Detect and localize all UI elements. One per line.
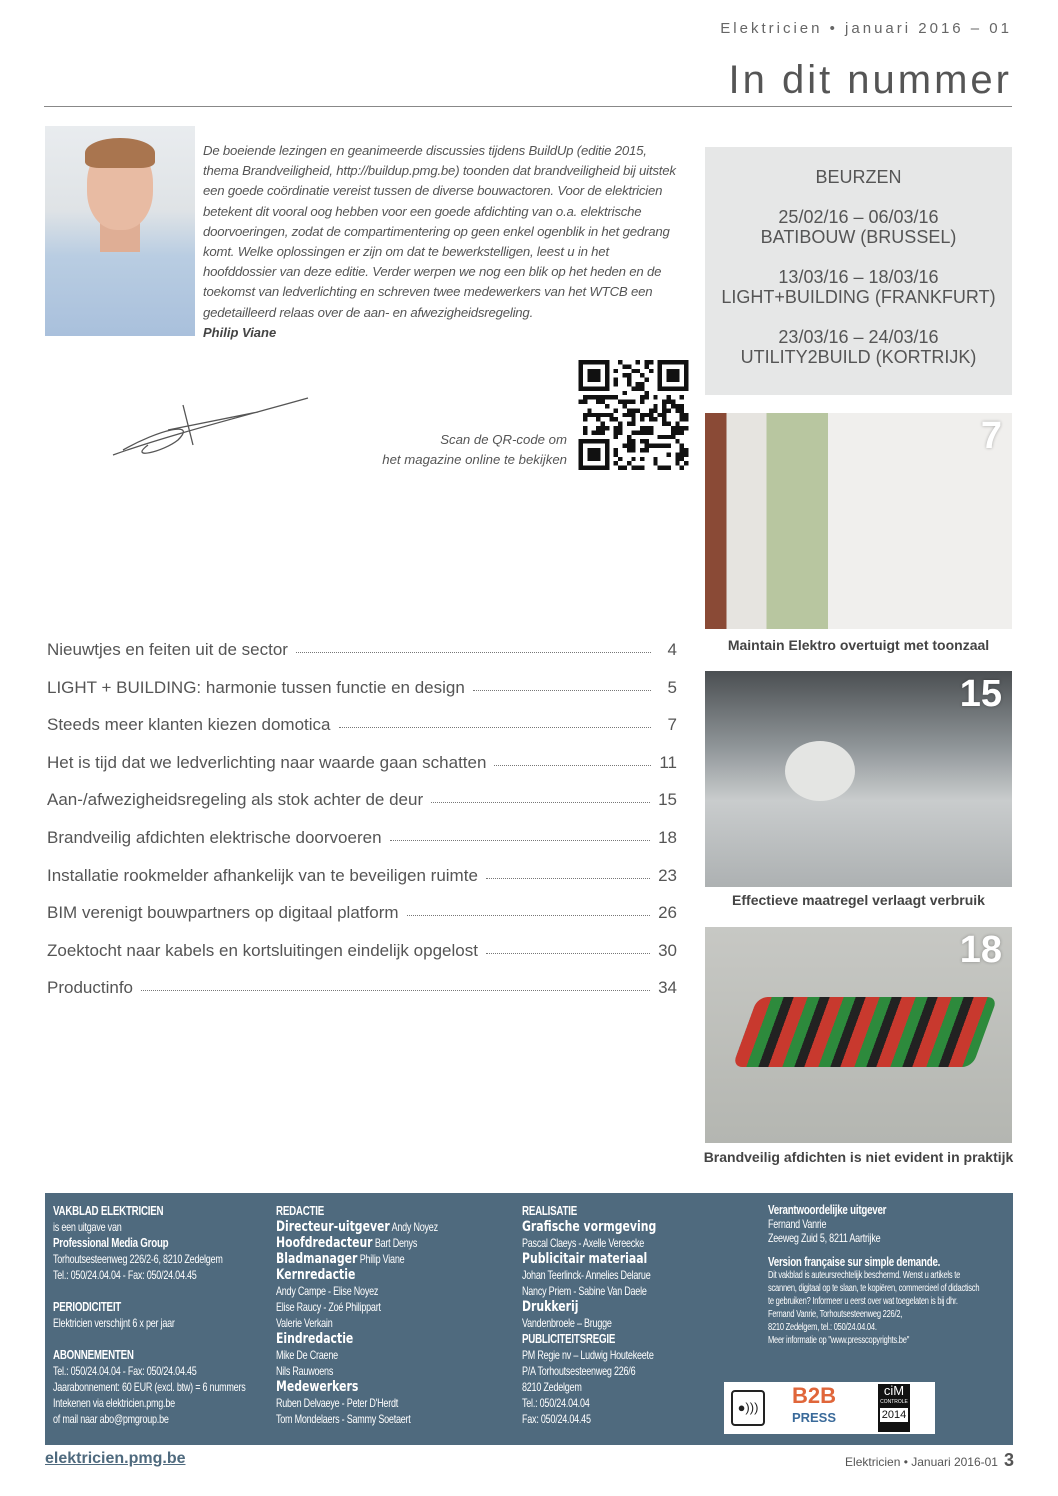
text: 8210 Zedelgem [522, 1380, 582, 1394]
toc-title: Het is tijd dat we ledverlichting naar waarde gaan schatten [47, 752, 487, 772]
b2b-press-logo [784, 1383, 844, 1427]
feature-photo-showroom[interactable] [705, 413, 1012, 629]
logos [724, 1382, 935, 1434]
role: Eindredactie [276, 1331, 354, 1347]
text: Fernand Vanrie [768, 1217, 827, 1231]
table-of-contents [47, 640, 677, 1016]
folio-text: Elektricien • Januari 2016-01 [845, 1455, 998, 1469]
toc-title: Nieuwtjes en feiten uit de sector [47, 640, 288, 659]
person: Mike De Craene [276, 1348, 338, 1362]
colophon-col-realisatie [522, 1203, 656, 1427]
toc-leader [486, 878, 650, 879]
heading: PUBLICITEITSREGIE [522, 1331, 616, 1346]
fair-dates: 25/02/16 – 06/03/16 [778, 207, 939, 227]
person: Andy Noyez [391, 1220, 438, 1234]
fair-item [705, 327, 1012, 367]
role: Publicitair materiaal [522, 1251, 648, 1267]
role: Hoofdredacteur [276, 1235, 373, 1251]
person: Andy Campe - Elise Noyez [276, 1284, 379, 1298]
editor-photo [45, 126, 195, 336]
toc-page: 5 [667, 677, 677, 697]
logo-text: ciM [883, 1383, 905, 1398]
header-divider [44, 106, 1012, 107]
fair-dates: 23/03/16 – 24/03/16 [778, 327, 939, 347]
toc-leader [407, 915, 651, 916]
text: PM Regie nv – Ludwig Houtekeete [522, 1348, 654, 1362]
press-copyright-icon: ●))) [731, 1390, 765, 1426]
toc-page: 26 [658, 903, 677, 923]
website-link[interactable]: elektricien.pmg.be [45, 1450, 186, 1467]
cables-shape [732, 997, 997, 1067]
toc-entry[interactable] [47, 941, 677, 979]
signature [108, 390, 318, 465]
toc-leader [141, 990, 650, 991]
editorial [203, 141, 678, 340]
text: Tel.: 050/24.04.04 [522, 1396, 590, 1410]
heading: Verantwoordelijke uitgever [768, 1202, 887, 1217]
toc-entry[interactable] [47, 753, 677, 791]
role: Grafische vormgeving [522, 1219, 657, 1235]
text: 8210 Zedelgem, tel.: 050/24.04.04. [768, 1322, 877, 1333]
text: Fax: 050/24.04.45 [522, 1412, 591, 1426]
person: Valerie Verkain [276, 1316, 333, 1330]
feature-caption-text: Effectieve maatregel verlaagt verbruik [732, 892, 985, 908]
feature-page-number: 15 [959, 673, 1002, 715]
person: Pascal Claeys - Axelle Vereecke [522, 1236, 645, 1250]
text: Zeeweg Zuid 5, 8211 Aartrijke [768, 1231, 881, 1245]
toc-entry[interactable] [47, 640, 677, 678]
toc-leader [339, 727, 652, 728]
toc-entry[interactable] [47, 790, 677, 828]
text: scannen, digitaal op te slaan, te kopiëren, commercieel of didactisch [768, 1283, 980, 1294]
fair-dates: 13/03/16 – 18/03/16 [778, 267, 939, 287]
fair-item [705, 267, 1012, 307]
toc-page: 34 [658, 978, 677, 998]
role: Directeur-uitgever [276, 1219, 390, 1235]
feature-page-number: 7 [980, 415, 1002, 457]
feature-caption [705, 892, 1012, 908]
person: Nancy Priem - Sabine Van Daele [522, 1284, 647, 1298]
heading: REALISATIE [522, 1203, 577, 1218]
toc-title: Brandveilig afdichten elektrische doorvoeren [47, 827, 382, 847]
editorial-text: De boeiende lezingen en geanimeerde discussies tijdens BuildUp (editie 2015, thema Brandveiligheid, http://buildup.pmg.be) toonden dat brandveiligheid bij uitstek een goede coördinatie vereist tussen de diverse bouwactoren. Voor de elektricien betekent dit vooral oog hebben voor een goede afdichting van o.a. elektrische doorvoeringen, zodat de compartimentering op geen enkel ogenblik in het gedrang komt. Welke oplossingen er zijn om dat te bewerkstelligen, leest u in het hoofddossier van deze editie. Verder werpen we nog een blik op het heden en de toekomst van ledverlichting en schreven twee medewerkers van het WTCB een gedetailleerd relaas over de aan- en afwezigheidsregeling. [203, 143, 676, 320]
issue-kicker: Elektricien • januari 2016 – 01 [720, 20, 1012, 37]
toc-leader [473, 690, 651, 691]
fair-name: BATIBOUW (BRUSSEL) [760, 227, 957, 247]
person: Nils Rauwoens [276, 1364, 334, 1378]
person: Johan Teerlinck- Annelies Delarue [522, 1268, 651, 1282]
toc-title: Productinfo [47, 978, 133, 998]
toc-leader [494, 765, 651, 766]
toc-page: 7 [667, 715, 677, 735]
fairs-title: BEURZEN [815, 167, 902, 187]
text: Vandenbroele – Brugge [522, 1316, 612, 1330]
text: te gebruiken? Informeer u eerst over wat toegelaten is bij dhr. [768, 1296, 958, 1307]
toc-entry[interactable] [47, 903, 677, 941]
toc-entry[interactable] [47, 828, 677, 866]
sensor-shape [785, 741, 855, 801]
text: Fernand Vanrie, Torhoutsesteenweg 226/2, [768, 1309, 903, 1320]
logo-text: PRESS [791, 1410, 837, 1425]
toc-leader [390, 840, 651, 841]
fair-name: LIGHT+BUILDING (FRANKFURT) [721, 287, 996, 307]
role: Kernredactie [276, 1267, 356, 1283]
qr-caption [382, 430, 567, 470]
toc-leader [296, 652, 651, 653]
toc-leader [431, 802, 650, 803]
toc-page: 4 [667, 640, 677, 659]
colophon-col-legal [768, 1203, 979, 1347]
toc-page: 15 [658, 790, 677, 810]
feature-caption [705, 637, 1012, 653]
feature-photo-cables[interactable] [705, 927, 1012, 1143]
toc-entry[interactable] [47, 978, 677, 1016]
toc-entry[interactable] [47, 866, 677, 904]
text: is een uitgave van [53, 1220, 122, 1234]
toc-page: 18 [658, 827, 677, 847]
publisher-name: Professional Media Group [53, 1235, 169, 1250]
role: Bladmanager [276, 1251, 358, 1267]
text: of mail naar abo@pmgroup.be [53, 1412, 169, 1426]
colophon-col-publisher [53, 1203, 245, 1427]
feature-caption-text: Brandveilig afdichten is niet evident in praktijk [703, 1149, 1014, 1165]
text: Intekenen via elektricien.pmg.be [53, 1396, 175, 1410]
text: Tel.: 050/24.04.04 - Fax: 050/24.04.45 [53, 1364, 197, 1378]
page-title: In dit nummer [728, 58, 1012, 102]
colophon-col-redactie [276, 1203, 438, 1427]
fair-item [705, 207, 1012, 247]
person: Elise Raucy - Zoé Philippart [276, 1300, 381, 1314]
toc-page: 11 [659, 752, 677, 772]
text: Torhoutsesteenweg 226/2-6, 8210 Zedelgem [53, 1252, 223, 1266]
qr-caption-line: Scan de QR-code om [440, 432, 567, 447]
logo-text: B2B [791, 1383, 836, 1408]
toc-title: Installatie rookmelder afhankelijk van te beveiligen ruimte [47, 865, 478, 885]
toc-leader [486, 953, 650, 954]
toc-title: BIM verenigt bouwpartners op digitaal platform [47, 903, 399, 923]
toc-page: 30 [658, 940, 677, 960]
text: Jaarabonnement: 60 EUR (excl. btw) = 6 nummers [53, 1380, 246, 1394]
heading: Version française sur simple demande. [768, 1254, 941, 1269]
feature-page-number: 18 [959, 929, 1002, 971]
text: Dit vakblad is auteursrechtelijk beschermd. Wenst u artikels te [768, 1270, 961, 1281]
heading: ABONNEMENTEN [53, 1347, 134, 1362]
person: Philip Viane [359, 1252, 405, 1266]
text: P/A Torhoutsesteenweg 226/6 [522, 1364, 636, 1378]
person: Tom Mondelaers - Sammy Soetaert [276, 1412, 411, 1426]
toc-title: Steeds meer klanten kiezen domotica [47, 715, 331, 735]
person: Bart Denys [374, 1236, 418, 1250]
feature-caption-text: Maintain Elektro overtuigt met toonzaal [727, 637, 990, 653]
page-number: 3 [1003, 1450, 1014, 1470]
folio [845, 1450, 1014, 1471]
feature-caption [705, 1149, 1012, 1165]
feature-photo-sensor[interactable] [705, 671, 1012, 887]
role: Medewerkers [276, 1379, 359, 1395]
role: Drukkerij [522, 1299, 579, 1315]
cim-logo [878, 1384, 910, 1432]
text: Tel.: 050/24.04.04 - Fax: 050/24.04.45 [53, 1268, 197, 1282]
heading: REDACTIE [276, 1203, 325, 1218]
qr-caption-line: het magazine online te bekijken [382, 452, 567, 467]
heading: PERIODICITEIT [53, 1299, 122, 1314]
editorial-author: Philip Viane [203, 324, 277, 340]
text: Meer informatie op "www.presscopyrights.be" [768, 1335, 910, 1346]
text: Elektricien verschijnt 6 x per jaar [53, 1316, 175, 1330]
person: Ruben Delvaeye - Peter D'Herdt [276, 1396, 399, 1410]
logo-text: CONTROLE [880, 1399, 908, 1405]
toc-page: 23 [658, 865, 677, 885]
heading: VAKBLAD ELEKTRICIEN [53, 1203, 164, 1218]
toc-title: LIGHT + BUILDING: harmonie tussen functie en design [47, 677, 465, 697]
fairs-box [705, 147, 1012, 395]
toc-entry[interactable] [47, 715, 677, 753]
fair-name: UTILITY2BUILD (KORTRIJK) [740, 347, 977, 367]
toc-entry[interactable] [47, 678, 677, 716]
toc-title: Aan-/afwezigheidsregeling als stok achter de deur [47, 790, 424, 810]
toc-title: Zoektocht naar kabels en kortsluitingen eindelijk opgelost [47, 940, 478, 960]
qr-code[interactable] [577, 360, 690, 470]
logo-text: 2014 [881, 1409, 907, 1421]
